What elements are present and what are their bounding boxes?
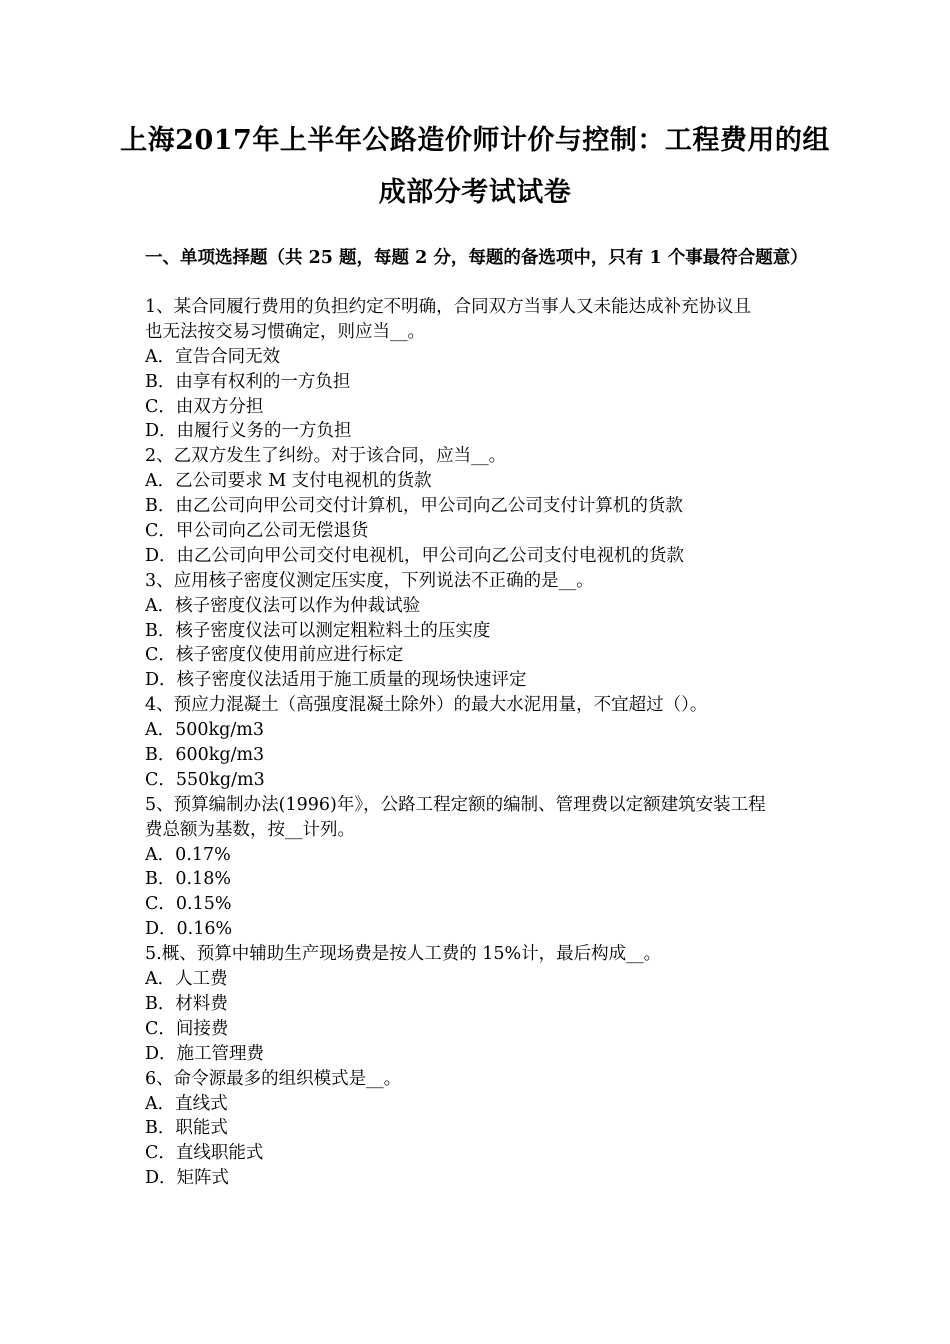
question-list <box>145 295 810 1191</box>
answer-option: A．核子密度仪法可以作为仲裁试验 <box>145 595 421 616</box>
answer-option: C．由双方分担 <box>145 396 264 417</box>
answer-option: B．材料费 <box>145 993 228 1014</box>
question-text: 也无法按交易习惯确定，则应当__。 <box>145 321 425 342</box>
question-text: 6、命令源最多的组织模式是__。 <box>145 1068 402 1089</box>
answer-option: C．直线职能式 <box>145 1143 264 1164</box>
answer-option: A．宣告合同无效 <box>145 346 281 367</box>
document-title-line-1: 上海2017年上半年公路造价师计价与控制：工程费用的组 <box>120 125 830 156</box>
question-text: 3、应用核子密度仪测定压实度，下列说法不正确的是__。 <box>145 570 594 591</box>
question-text: 1、某合同履行费用的负担约定不明确，合同双方当事人又未能达成补充协议且 <box>145 297 752 317</box>
question-text: 5、预算编制办法(1996)年》，公路工程定额的编制、管理费以定额建筑安装工程 <box>145 794 766 815</box>
document-title-line-2: 成部分考试试卷 <box>378 177 572 208</box>
answer-option: B．由乙公司向甲公司交付计算机，甲公司向乙公司支付计算机的货款 <box>145 496 683 517</box>
answer-option: C．核子密度仪使用前应进行标定 <box>145 645 404 666</box>
question-text: 费总额为基数，按__计列。 <box>145 819 355 840</box>
answer-option: B．600kg/m3 <box>145 745 265 766</box>
answer-option: D．由乙公司向甲公司交付电视机，甲公司向乙公司支付电视机的货款 <box>145 545 685 566</box>
answer-option: A．直线式 <box>145 1093 228 1114</box>
answer-option: A．人工费 <box>145 969 228 990</box>
answer-option: A．0.17% <box>145 844 231 865</box>
answer-option: C．0.15% <box>145 894 232 915</box>
section-heading: 一、单项选择题（共 25 题，每题 2 分，每题的备选项中，只有 1 个事最符合题意） <box>145 248 808 268</box>
answer-option: D．由履行义务的一方负担 <box>145 421 352 442</box>
question-text: 4、预应力混凝土（高强度混凝土除外）的最大水泥用量，不宜超过（）。 <box>145 695 708 716</box>
answer-option: B．核子密度仪法可以测定粗粒料土的压实度 <box>145 620 491 641</box>
answer-option: B．职能式 <box>145 1118 228 1139</box>
answer-option: B．由享有权利的一方负担 <box>145 371 351 392</box>
answer-option: B．0.18% <box>145 869 231 890</box>
answer-option: C．间接费 <box>145 1018 229 1039</box>
answer-option: A．500kg/m3 <box>145 720 264 741</box>
answer-option: D．施工管理费 <box>145 1043 265 1064</box>
answer-option: D．矩阵式 <box>145 1168 230 1189</box>
answer-option: C．550kg/m3 <box>145 769 265 790</box>
answer-option: C．甲公司向乙公司无偿退货 <box>145 521 369 542</box>
answer-option: A．乙公司要求 M 支付电视机的货款 <box>145 471 432 492</box>
question-text: 2、乙双方发生了纠纷。对于该合同，应当__。 <box>145 446 507 467</box>
question-text: 5.概、预算中辅助生产现场费是按人工费的 15%计，最后构成__。 <box>145 944 662 965</box>
answer-option: D．0.16% <box>145 919 233 940</box>
answer-option: D．核子密度仪法适用于施工质量的现场快速评定 <box>145 670 527 691</box>
